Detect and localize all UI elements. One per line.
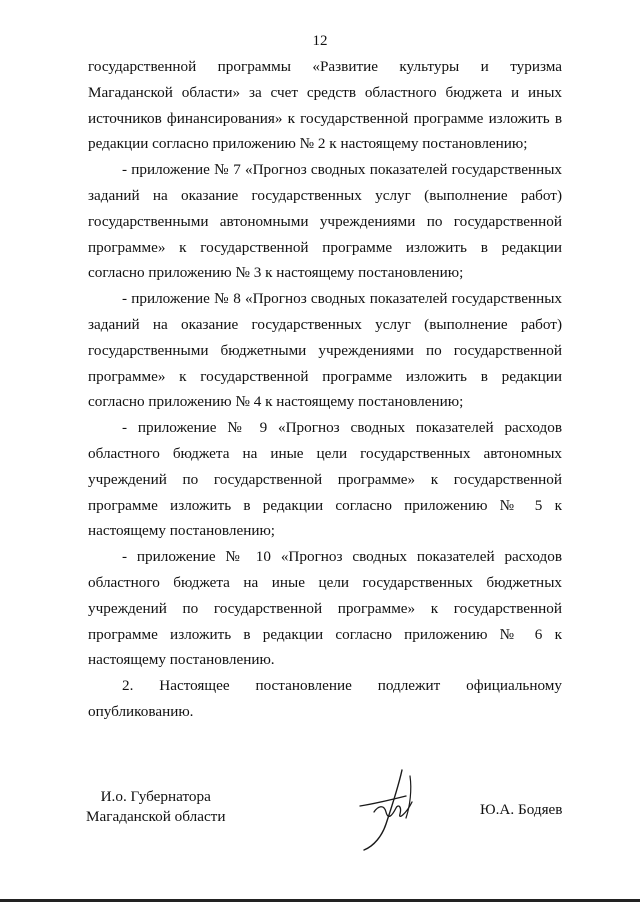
signatory-title bbox=[86, 787, 225, 827]
signatory-name: Ю.А. Бодяев bbox=[480, 801, 563, 818]
paragraph-appendix-10: - приложение № 10 «Прогноз сводных показателей расходов областного бюджета на иные цели государственных бюджетных учреждений по государственной программе» к государственной программе изложить в редакции согласно приложению № 6 к настоящему постановлению. bbox=[88, 548, 562, 669]
signature-block bbox=[0, 760, 640, 860]
document-body bbox=[88, 54, 562, 725]
paragraph-publication: 2. Настоящее постановление подлежит официальному опубликованию. bbox=[88, 677, 562, 720]
signatory-title-line-2: Магаданской области bbox=[86, 808, 226, 825]
paragraph-appendix-8: - приложение № 8 «Прогноз сводных показателей государственных заданий на оказание государственных услуг (выполнение работ) государственными бюджетными учреждениями по государственной программе» к государственной программе изложить в редакции согласно приложению № 4 к настоящему постановлению; bbox=[88, 290, 562, 411]
paragraph-appendix-9: - приложение № 9 «Прогноз сводных показателей расходов областного бюджета на иные цели государственных автономных учреждений по государственной программе» к государственной программе изложить в редакции согласно приложению № 5 к настоящему постановлению; bbox=[88, 419, 562, 540]
signatory-title-line-1: И.о. Губернатора bbox=[100, 788, 211, 805]
handwritten-signature bbox=[340, 766, 430, 856]
page-number: 12 bbox=[312, 33, 328, 49]
paragraph-appendix-7: - приложение № 7 «Прогноз сводных показателей государственных заданий на оказание государственных услуг (выполнение работ) государственными автономными учреждениями по государственной программе» к государственной программе изложить в редакции согласно приложению № 3 к настоящему постановлению; bbox=[88, 161, 562, 282]
bottom-rule bbox=[0, 899, 640, 902]
paragraph-continuation: государственной программы «Развитие культуры и туризма Магаданской области» за счет средств областного бюджета и иных источников финансирования» к государственной программе изложить в редакции согласно приложению № 2 к настоящему постановлению; bbox=[88, 58, 562, 153]
